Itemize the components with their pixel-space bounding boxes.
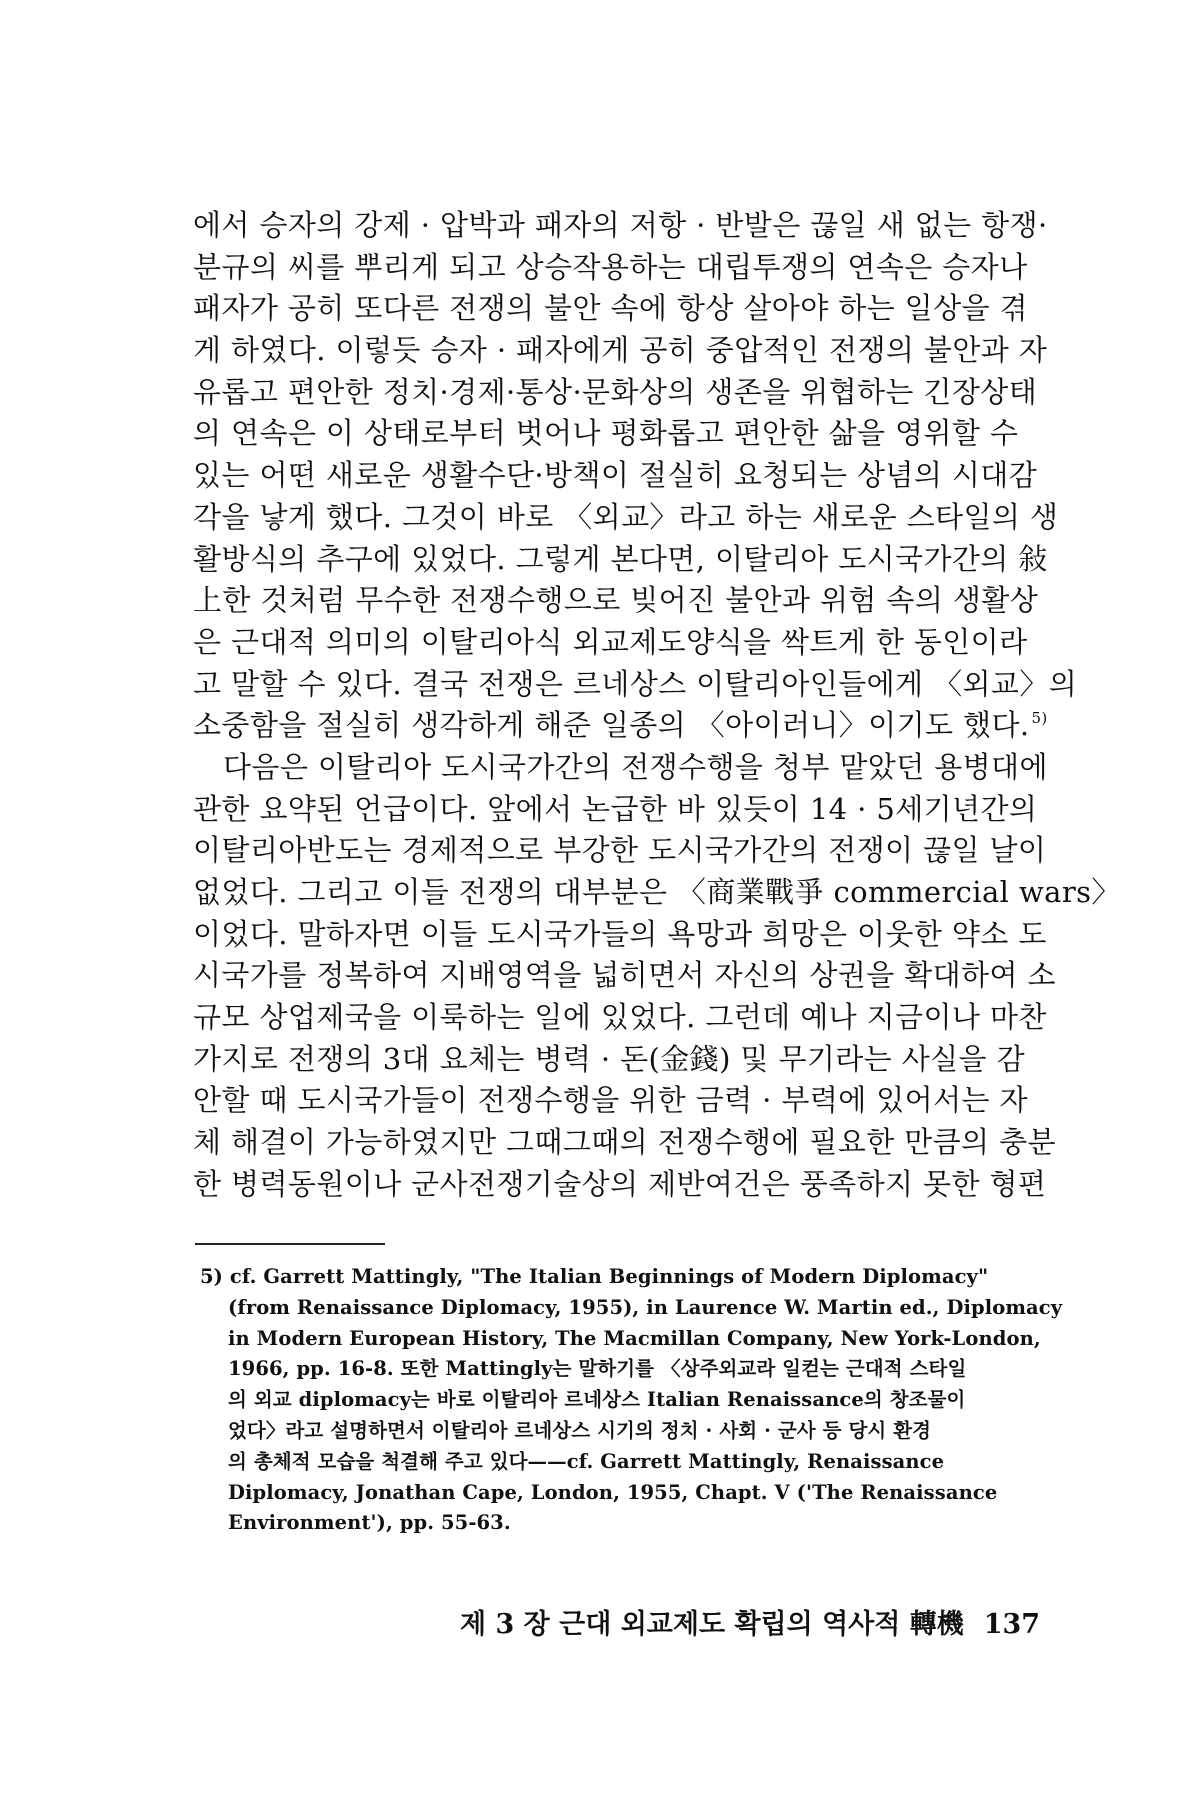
body-line: 체 해결이 가능하였지만 그때그때의 전쟁수행에 필요한 만큼의 충분: [193, 1125, 1056, 1160]
body-line: 은 근대적 의미의 이탈리아식 외교제도양식을 싹트게 한 동인이라: [193, 624, 1028, 659]
body-line: 이었다. 말하자면 이들 도시국가들의 욕망과 희망은 이웃한 약소 도: [193, 916, 1047, 951]
footnote-line: 1966, pp. 16-8. 또한 Mattingly는 말하기를 〈상주외교라 일컫는 근대적 스타일: [228, 1357, 967, 1381]
footnote-line: 었다〉라고 설명하면서 이탈리아 르네상스 시기의 정치 · 사회 · 군사 등 당시 환경: [228, 1418, 932, 1442]
footnote-line: 의 외교 diplomacy는 바로 이탈리아 르네상스 Italian Renaissance의 창조물이: [228, 1388, 966, 1412]
body-line: 시국가를 정복하여 지배영역을 넓히면서 자신의 상권을 확대하여 소: [193, 958, 1056, 993]
footnote-line: Environment'), pp. 55-63.: [228, 1511, 511, 1535]
body-line: 의 연속은 이 상태로부터 벗어나 평화롭고 편안한 삶을 영위할 수: [193, 416, 1019, 451]
page-number: 137: [983, 1609, 1041, 1640]
body-line: 규모 상업제국을 이룩하는 일에 있었다. 그런데 예나 지금이나 마찬: [193, 1000, 1047, 1035]
footnote-reference[interactable]: 5): [1031, 709, 1048, 728]
footnote-line: Diplomacy, Jonathan Cape, London, 1955, Chapt. V ('The Renaissance: [228, 1480, 998, 1504]
body-line: 유롭고 편안한 정치·경제·통상·문화상의 생존을 위협하는 긴장상태: [193, 374, 1038, 409]
body-line: 가지로 전쟁의 3대 요체는 병력 · 돈(金錢) 및 무기라는 사실을 감: [193, 1041, 1025, 1076]
footnote-divider: [195, 1243, 385, 1245]
body-line: 없었다. 그리고 이들 전쟁의 대부분은 〈商業戰爭 commercial wars〉: [193, 875, 1121, 909]
body-line: 이탈리아반도는 경제적으로 부강한 도시국가간의 전쟁이 끊일 날이: [193, 833, 1047, 868]
body-line: 고 말할 수 있다. 결국 전쟁은 르네상스 이탈리아인들에게 〈외교〉의: [193, 666, 1078, 701]
body-line: 게 하였다. 이렇듯 승자 · 패자에게 공히 중압적인 전쟁의 불안과 자: [193, 333, 1048, 368]
body-text: [193, 205, 1121, 1206]
footnote: [200, 1262, 1063, 1539]
body-line: 관한 요약된 언급이다. 앞에서 논급한 바 있듯이 14 · 5세기년간의: [193, 791, 1038, 826]
body-line: 패자가 공히 또다른 전쟁의 불안 속에 항상 살아야 하는 일상을 겪: [193, 291, 1028, 326]
footnote-line: in Modern European History, The Macmillan Company, New York-London,: [228, 1326, 1041, 1350]
footnote-line: 5) cf. Garrett Mattingly, "The Italian Beginnings of Modern Diplomacy": [200, 1265, 989, 1288]
body-line: 한 병력동원이나 군사전쟁기술상의 제반여건은 풍족하지 못한 형편: [193, 1166, 1047, 1201]
body-line: 각을 낳게 했다. 그것이 바로 〈외교〉라고 하는 새로운 스타일의 생: [193, 499, 1059, 534]
body-line-text: 소중함을 절실히 생각하게 해준 일종의 〈아이러니〉이기도 했다.: [193, 708, 1030, 743]
body-line: 안할 때 도시국가들이 전쟁수행을 위한 금력 · 부력에 있어서는 자: [193, 1083, 1028, 1118]
paragraph-start-line: 다음은 이탈리아 도시국가간의 전쟁수행을 청부 맡았던 용병대에: [223, 749, 1048, 784]
footnote-line: (from Renaissance Diplomacy, 1955), in Laurence W. Martin ed., Diplomacy: [228, 1295, 1063, 1319]
body-line: 있는 어떤 새로운 생활수단·방책이 절실히 요청되는 상념의 시대감: [193, 458, 1038, 493]
body-line: 上한 것처럼 무수한 전쟁수행으로 빚어진 불안과 위험 속의 생활상: [193, 583, 1039, 618]
footnote-line: 의 총체적 모습을 척결해 주고 있다——cf. Garrett Mattingly, Renaissance: [228, 1449, 945, 1473]
body-line: 에서 승자의 강제 · 압박과 패자의 저항 · 반발은 끊일 새 없는 항쟁·: [193, 208, 1048, 242]
body-line: [193, 705, 1048, 747]
running-footer: [460, 1605, 1041, 1645]
body-line: 활방식의 추구에 있었다. 그렇게 본다면, 이탈리아 도시국가간의 敍: [193, 541, 1048, 576]
running-title: 제 3 장 근대 외교제도 확립의 역사적 轉機: [460, 1609, 964, 1640]
body-line: 분규의 씨를 뿌리게 되고 상승작용하는 대립투쟁의 연속은 승자나: [193, 249, 1028, 284]
